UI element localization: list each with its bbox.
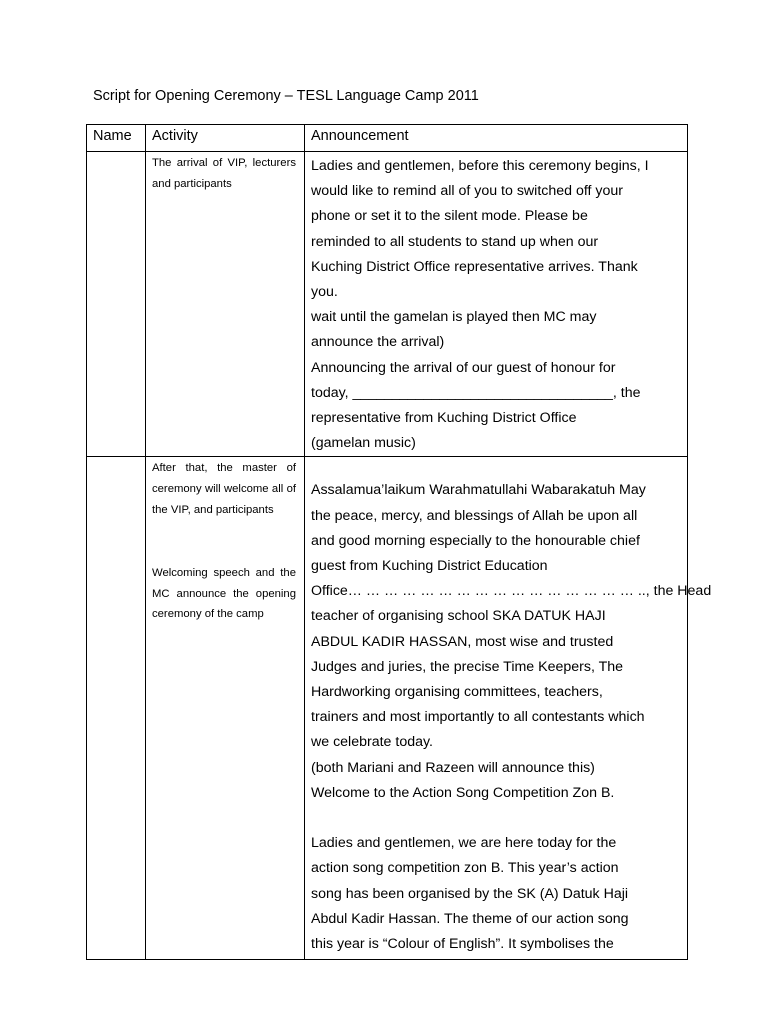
announcement-line: today, _________________________________, the: [311, 384, 641, 401]
announcement-line: Assalamua’laikum Warahmatullahi Wabarakatuh May: [311, 482, 646, 499]
activity-spacer: [152, 521, 296, 563]
announcement-line: Announcing the arrival of our guest of honour for: [311, 359, 616, 376]
table-row: [87, 152, 688, 457]
announcement-line: announce the arrival): [311, 334, 445, 351]
activity-text: Welcoming speech and the MC announce the opening ceremony of the camp: [152, 566, 296, 621]
column-header-activity: Activity: [146, 125, 305, 152]
announcement-line: Abdul Kadir Hassan. The theme of our action song: [311, 910, 629, 927]
announcement-line: this year is “Colour of English”. It symbolises the: [311, 936, 614, 953]
announcement-line: ABDUL KADIR HASSAN, most wise and trusted: [311, 633, 614, 650]
table-row: [87, 457, 688, 960]
announcement-line: Kuching District Office representative arrives. Thank: [311, 258, 638, 275]
announcement-line: representative from Kuching District Office: [311, 410, 577, 427]
activity-cell: [146, 457, 305, 960]
activity-text: After that, the master of ceremony will welcome all of the VIP, and participants: [152, 462, 296, 517]
announcement-cell: [305, 457, 712, 960]
table-header-row: [87, 125, 688, 152]
announcement-line: reminded to all students to stand up when our: [311, 233, 599, 250]
name-cell: [87, 457, 146, 960]
announcement-line: Hardworking organising committees, teachers,: [311, 684, 603, 701]
announcement-line: would like to remind all of you to switched off your: [311, 183, 624, 200]
column-header-name: Name: [87, 125, 146, 152]
activity-cell: [146, 152, 305, 457]
announcement-line: action song competition zon B. This year’s action: [311, 860, 619, 877]
announcement-line: Welcome to the Action Song Competition Zon B.: [311, 784, 615, 801]
column-header-announcement: Announcement: [305, 125, 688, 152]
announcement-line: teacher of organising school SKA DATUK HAJI: [311, 608, 606, 625]
name-cell: [87, 152, 146, 457]
announcement-line: we celebrate today.: [311, 734, 433, 751]
announcement-line: guest from Kuching District Education: [311, 558, 548, 575]
announcement-line: (gamelan music): [311, 435, 416, 452]
activity-text: The arrival of VIP, lecturers and participants: [152, 157, 296, 190]
document-title: Script for Opening Ceremony – TESL Language Camp 2011: [93, 88, 479, 104]
script-table: [86, 124, 712, 960]
announcement-cell: [305, 152, 688, 457]
announcement-line: Ladies and gentlemen, we are here today for the: [311, 835, 617, 852]
announcement-line: phone or set it to the silent mode. Please be: [311, 208, 588, 225]
announcement-line: you.: [311, 284, 338, 301]
announcement-line: the peace, mercy, and blessings of Allah be upon all: [311, 507, 638, 524]
announcement-line: wait until the gamelan is played then MC may: [311, 309, 597, 326]
announcement-line: (both Mariani and Razeen will announce this): [311, 759, 595, 776]
announcement-spacer: [311, 806, 683, 831]
announcement-line: trainers and most importantly to all contestants which: [311, 709, 645, 726]
announcement-line: Office… … … … … … … … … … … … … … … … .., the Head: [311, 583, 712, 600]
announcement-line: and good morning especially to the honourable chief: [311, 532, 640, 549]
announcement-line: Judges and juries, the precise Time Keepers, The: [311, 658, 624, 675]
announcement-line: Ladies and gentlemen, before this ceremony begins, I: [311, 158, 649, 174]
announcement-line: song has been organised by the SK (A) Datuk Haji: [311, 885, 629, 902]
